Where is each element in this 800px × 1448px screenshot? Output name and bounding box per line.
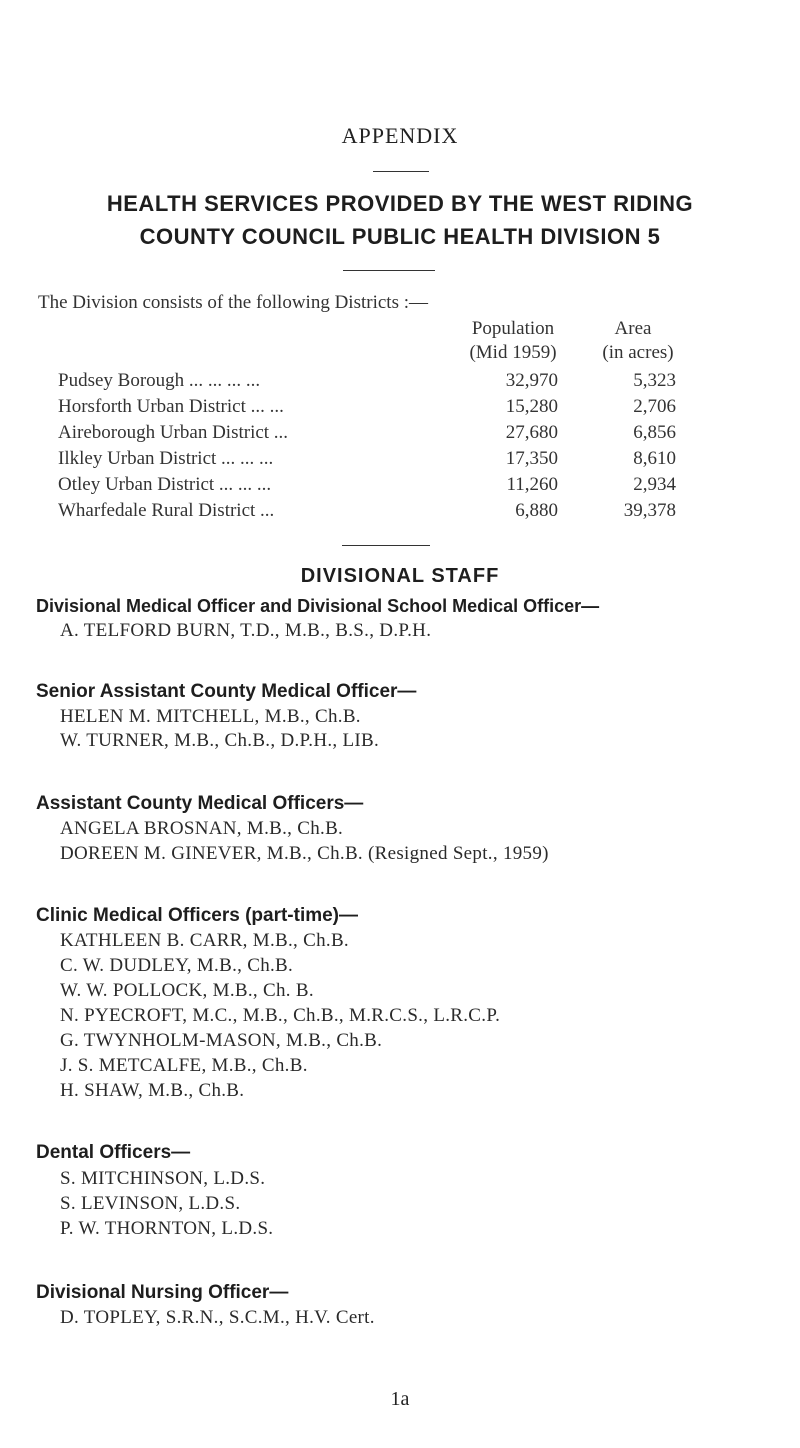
district-area: 6,856	[633, 422, 676, 443]
staff-name: KATHLEEN B. CARR, M.B., Ch.B.	[60, 930, 349, 951]
staff-name: P. W. THORNTON, L.D.S.	[60, 1218, 274, 1239]
population-header-1: Population	[471, 318, 555, 339]
appendix-title: APPENDIX	[341, 123, 459, 148]
district-name: Horsforth Urban District ... ...	[58, 396, 284, 417]
district-name: Aireborough Urban District ...	[58, 422, 289, 443]
section-title: Senior Assistant County Medical Officer—	[36, 681, 417, 702]
district-population: 11,260	[506, 474, 558, 495]
staff-name: N. PYECROFT, M.C., M.B., Ch.B., M.R.C.S., L.R.C.P.	[60, 1005, 501, 1026]
district-area: 5,323	[633, 370, 676, 391]
district-name: Pudsey Borough ... ... ... ...	[58, 370, 261, 391]
district-name: Otley Urban District ... ... ...	[58, 474, 272, 495]
section-title: Clinic Medical Officers (part-time)—	[36, 905, 359, 926]
staff-name: W. W. POLLOCK, M.B., Ch. B.	[60, 980, 314, 1001]
staff-name: S. MITCHINSON, L.D.S.	[60, 1168, 266, 1189]
heading-line-1: HEALTH SERVICES PROVIDED BY THE WEST RIDING	[106, 191, 694, 216]
staff-name: D. TOPLEY, S.R.N., S.C.M., H.V. Cert.	[60, 1307, 375, 1328]
area-header-1: Area	[614, 318, 652, 339]
district-population: 6,880	[515, 500, 558, 521]
staff-name: DOREEN M. GINEVER, M.B., Ch.B. (Resigned Sept., 1959)	[60, 843, 549, 864]
district-population: 27,680	[505, 422, 558, 443]
staff-name: G. TWYNHOLM-MASON, M.B., Ch.B.	[60, 1030, 383, 1051]
page-number: 1a	[390, 1388, 410, 1410]
staff-name: A. TELFORD BURN, T.D., M.B., B.S., D.P.H.	[60, 620, 432, 641]
staff-name: S. LEVINSON, L.D.S.	[60, 1193, 241, 1214]
staff-name: W. TURNER, M.B., Ch.B., D.P.H., LIB.	[60, 730, 380, 751]
district-area: 8,610	[633, 448, 676, 469]
section-title: Dental Officers—	[36, 1142, 191, 1163]
section-title: Divisional Nursing Officer—	[36, 1282, 289, 1303]
table-divider	[342, 545, 430, 546]
intro-text: The Division consists of the following Districts :—	[38, 292, 429, 313]
district-population: 15,280	[505, 396, 558, 417]
staff-name: H. SHAW, M.B., Ch.B.	[60, 1080, 245, 1101]
district-area: 2,706	[633, 396, 676, 417]
district-name: Ilkley Urban District ... ... ...	[58, 448, 274, 469]
district-area: 2,934	[633, 474, 676, 495]
staff-name: HELEN M. MITCHELL, M.B., Ch.B.	[60, 706, 361, 727]
district-population: 32,970	[505, 370, 558, 391]
section-title: Divisional Medical Officer and Divisional School Medical Officer—	[36, 596, 600, 616]
staff-name: ANGELA BROSNAN, M.B., Ch.B.	[60, 818, 344, 839]
heading-divider	[343, 270, 435, 271]
title-divider	[373, 171, 429, 172]
staff-name: C. W. DUDLEY, M.B., Ch.B.	[60, 955, 294, 976]
area-header-2: (in acres)	[602, 342, 674, 363]
staff-name: J. S. METCALFE, M.B., Ch.B.	[60, 1055, 308, 1076]
staff-heading: DIVISIONAL STAFF	[300, 565, 500, 587]
district-area: 39,378	[623, 500, 676, 521]
population-header-2: (Mid 1959)	[469, 342, 557, 363]
district-name: Wharfedale Rural District ...	[58, 500, 275, 521]
section-title: Assistant County Medical Officers—	[36, 793, 364, 814]
heading-line-2: COUNTY COUNCIL PUBLIC HEALTH DIVISION 5	[139, 224, 661, 249]
district-population: 17,350	[505, 448, 558, 469]
